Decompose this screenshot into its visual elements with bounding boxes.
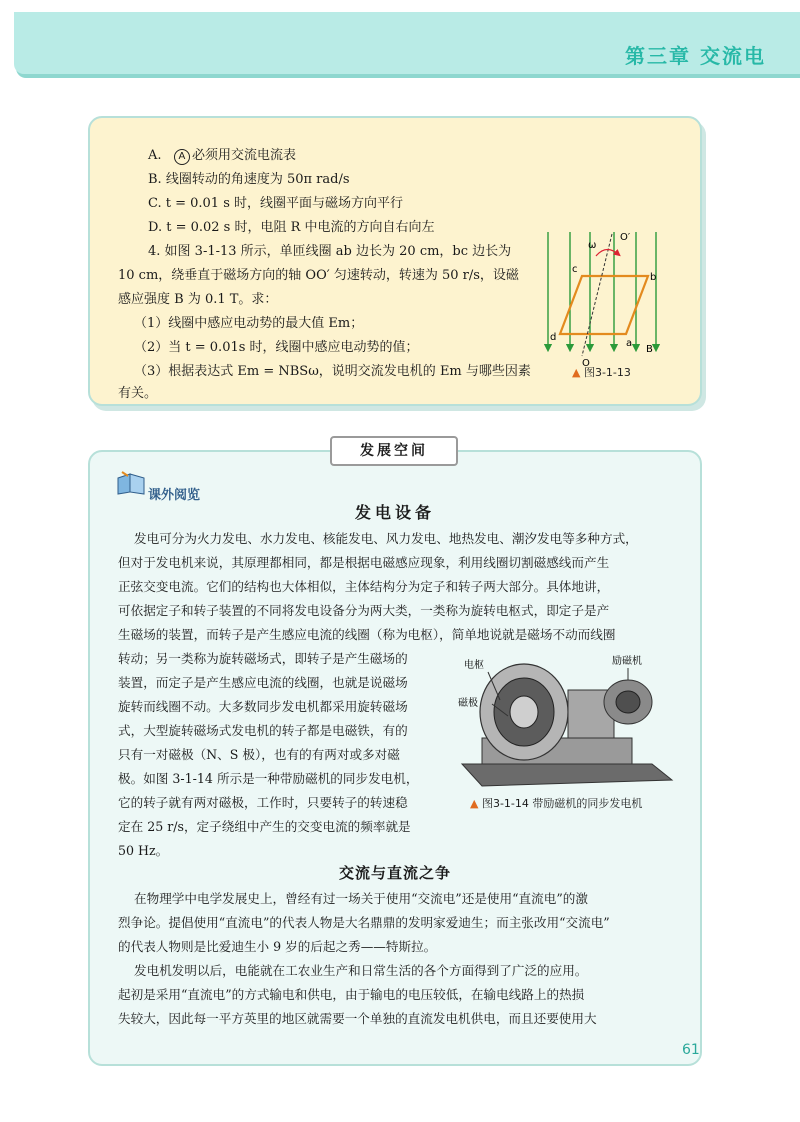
option-d: D. t = 0.02 s 时，电阻 R 中电流的方向自右向左 (148, 220, 435, 235)
generator-figure (452, 652, 682, 788)
figure-3-1-14-caption: ▲ 图3-1-14 带励磁机的同步发电机 (470, 797, 643, 810)
paragraph-line: 旋转而线圈不动。大多数同步发电机都采用旋转磁场 (118, 699, 408, 714)
question-4-line: 4. 如图 3-1-13 所示，单匝线圈 ab 边长为 20 cm，bc 边长为 (148, 244, 512, 259)
label-armature: 电枢 (464, 660, 484, 671)
paragraph-line: 极。如图 3-1-14 所示是一种带励磁机的同步发电机， (118, 771, 419, 786)
paragraph-line: 烈争论。提倡使用“直流电”的代表人物是大名鼎鼎的发明家爱迪生；而主张改用“交流电” (118, 915, 610, 930)
sub-question-1: （1）线圈中感应电动势的最大值 Em； (134, 316, 364, 331)
sub-question-3-cont: 有关。 (118, 386, 158, 401)
ammeter-symbol: A (174, 149, 190, 165)
reading-box (88, 450, 702, 1066)
article-2-title: 交流与直流之争 (338, 864, 451, 882)
chapter-title: 第三章 交流电 (625, 44, 766, 68)
article-1-title: 发电设备 (354, 503, 435, 522)
label-a: a (626, 338, 633, 349)
question-4-line: 感应强度 B 为 0.1 T。求： (118, 292, 278, 307)
reading-label: 课外阅览 (148, 488, 201, 503)
triangle-icon: ▲ (572, 366, 581, 379)
sub-question-3: （3）根据表达式 Em = NBSω，说明交流发电机的 Em 与哪些因素 (134, 364, 531, 379)
paragraph-line: 在物理学中电学发展史上，曾经有过一场关于使用“交流电”还是使用“直流电”的激 (134, 891, 588, 906)
paragraph-line: 失较大，因此每一平方英里的地区就需要一个单独的直流发电机供电，而且还要使用大 (118, 1011, 597, 1026)
paragraph-line: 式，大型旋转磁场式发电机的转子都是电磁铁，有的 (118, 723, 408, 738)
paragraph-line: 但对于发电机来说，其原理都相同，都是根据电磁感应现象，利用线圈切割磁感线而产生 (118, 555, 610, 570)
paragraph-line: 转动；另一类称为旋转磁场式，即转子是产生磁场的 (118, 651, 408, 666)
paragraph-line: 50 Hz。 (118, 843, 169, 858)
label-omega: ω (588, 240, 597, 251)
page-number: 61 (682, 1042, 700, 1058)
label-b: b (650, 272, 657, 283)
label-c: c (572, 264, 578, 275)
paragraph-line: 装置，而定子是产生感应电流的线圈，也就是说磁场 (118, 675, 408, 690)
section-tab: 发展空间 (330, 436, 458, 466)
figure-3-1-13-caption: ▲ 图3-1-13 (572, 366, 631, 379)
coil-figure (542, 228, 666, 368)
coil-frame (560, 276, 648, 334)
paragraph-line: 它的转子就有两对磁极，工作时，只要转子的转速稳 (118, 795, 408, 810)
triangle-icon: ▲ (470, 797, 479, 810)
paragraph-line: 起初是采用“直流电”的方式输电和供电，由于输电的电压较低，在输电线路上的热损 (118, 987, 585, 1002)
paragraph-line: 正弦交变电流。它们的结构也大体相似，主体结构分为定子和转子两大部分。具体地讲， (118, 579, 610, 594)
paragraph-line: 的代表人物则是比爱迪生小 9 岁的后起之秀——特斯拉。 (118, 939, 437, 954)
option-b: B. 线圈转动的角速度为 50π rad/s (148, 172, 350, 187)
paragraph-line: 发电机发明以后，电能就在工农业生产和日常生活的各个方面得到了广泛的应用。 (134, 963, 588, 978)
label-pole: 磁极 (458, 698, 478, 709)
option-c: C. t = 0.01 s 时，线圈平面与磁场方向平行 (148, 196, 404, 211)
exercise-box (88, 116, 702, 406)
question-4-line: 10 cm，绕垂直于磁场方向的轴 OO′ 匀速转动，转速为 50 r/s，设磁 (118, 268, 519, 283)
option-a: A. A 必须用交流电流表 (148, 148, 296, 163)
label-d: d (550, 332, 557, 343)
sub-question-2: （2）当 t = 0.01s 时，线圈中感应电动势的值； (134, 340, 419, 355)
book-icon (116, 470, 146, 496)
paragraph-line: 定在 25 r/s，定子绕组中产生的交变电流的频率就是 (118, 819, 411, 834)
label-o-prime: O′ (620, 232, 631, 243)
axis-line (582, 234, 612, 356)
magnetic-field-lines (548, 232, 656, 348)
label-o: O (582, 358, 590, 368)
paragraph-line: 只有一对磁极（N、S 极），也有的有两对或多对磁 (118, 747, 400, 762)
paragraph-line: 生磁场的装置，而转子是产生感应电流的线圈（称为电枢），简单地说就是磁场不动而线圈 (118, 627, 616, 642)
paragraph-line: 发电可分为火力发电、水力发电、核能发电、风力发电、地热发电、潮汐发电等多种方式， (134, 531, 638, 546)
label-exciter: 励磁机 (612, 656, 642, 667)
label-b-field: B (646, 344, 653, 355)
paragraph-line: 可依据定子和转子装置的不同将发电设备分为两大类，一类称为旋转电枢式，即定子是产 (118, 603, 610, 618)
